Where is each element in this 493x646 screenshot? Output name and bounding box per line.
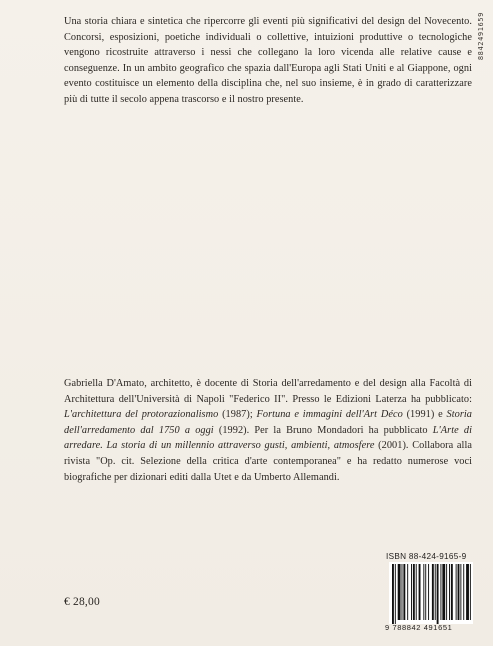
- barcode-bar: [440, 564, 441, 620]
- barcode-bar: [413, 564, 415, 620]
- barcode-bar: [392, 564, 394, 624]
- bio-part-1: Gabriella D'Amato, architetto, è docente di Storia dell'arredamento e del design alla Facoltà di Architettura dell'Università di Napoli "Federico II". Presso le Edizioni Laterza ha pubblicato:: [64, 378, 472, 405]
- bio-part-3: (1991) e: [402, 409, 447, 421]
- barcode-bar: [446, 564, 447, 620]
- price: € 28,00: [64, 596, 100, 608]
- bio-title-1: L'architettura del protorazionalismo: [64, 409, 219, 421]
- barcode-bar: [419, 564, 421, 620]
- book-description: [64, 14, 472, 108]
- barcode-bar: [463, 564, 464, 620]
- barcode-bar: [442, 564, 445, 620]
- barcode-bar: [395, 564, 396, 624]
- bio-title-4: L'Arte di arredare. La storia di un millennio attraverso gusti, ambienti, atmosfere: [64, 424, 472, 452]
- barcode-bar: [437, 564, 439, 624]
- barcode-bar: [423, 564, 424, 620]
- barcode-bar: [398, 564, 401, 620]
- side-code: 8842491659: [477, 12, 485, 61]
- bio-part-5: (2001). Collabora alla rivista "Op. cit. Selezione della critica d'arte contemporanea" e ha redatto numerose voci biografiche per dizionari editi dalla Utet e da Umberto Allemandi.: [64, 440, 472, 483]
- barcode-bar: [428, 564, 429, 620]
- barcode-bar: [432, 564, 434, 620]
- barcode-digits: 9 788842 491651: [385, 623, 453, 632]
- barcode-bar: [416, 564, 417, 620]
- barcode-bar: [458, 564, 460, 620]
- barcode-bar: [460, 564, 461, 620]
- bio-part-4: (1992). Per la Bruno Mondadori ha pubblicato: [213, 424, 433, 436]
- bio-title-2: Fortuna e immagini dell'Art Déco: [256, 409, 403, 421]
- barcode-bar: [466, 564, 469, 620]
- barcode-bar: [456, 564, 457, 620]
- bio-title-3: Storia dell'arredamento dal 1750 a oggi: [64, 409, 472, 436]
- author-bio: [64, 376, 472, 485]
- barcode-bar: [470, 564, 471, 620]
- barcode: [389, 562, 473, 624]
- author-bio-text: [64, 376, 472, 485]
- barcode-bar: [451, 564, 453, 620]
- bio-part-2: (1987);: [218, 409, 257, 421]
- barcode-bar: [425, 564, 426, 620]
- barcode-bar: [449, 564, 450, 620]
- description-text: Una storia chiara e sintetica che ripercorre gli eventi più significativi del design del Novecento. Concorsi, esposizioni, poetiche individuali o collettive, intuizioni produttive o tecnologiche vengono ricostruite attraverso i nessi che collegano la loro vicenda alle relative cause e conseguenze. In un ambito geografico che spazia dall'Europa agli Stati Uniti e al Giappone, ogni evento costituisce un elemento della disciplina che, nel suo insieme, è in grado di caratterizzare più di tutte il secolo appena trascorso e il nostro presente.: [64, 16, 472, 105]
- barcode-bar: [402, 564, 403, 620]
- barcode-bar: [411, 564, 412, 620]
- barcode-bar: [407, 564, 408, 620]
- barcode-bar: [403, 564, 405, 620]
- isbn-label: ISBN 88-424-9165-9: [386, 552, 467, 561]
- barcode-bar: [435, 564, 436, 620]
